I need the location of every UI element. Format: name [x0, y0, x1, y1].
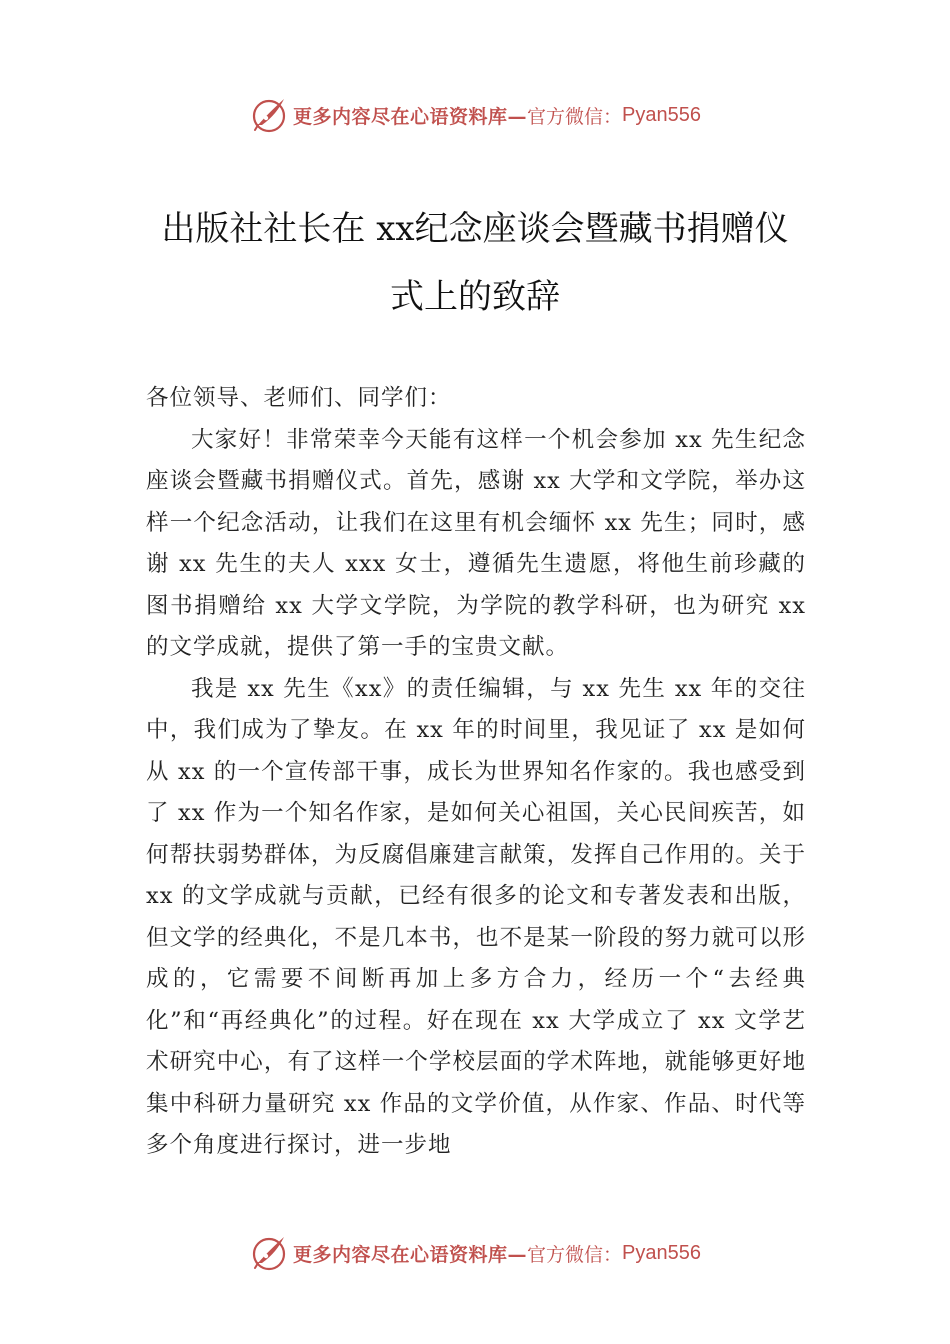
banner-main-text: 更多内容尽在心语资料库—	[293, 105, 528, 128]
footer-watermark-banner	[0, 1231, 950, 1275]
salutation: 各位领导、老师们、同学们：	[146, 385, 452, 411]
banner-wechat-id: Pyan556	[622, 103, 701, 126]
banner-wechat-label: 官方微信：	[527, 1243, 623, 1266]
body-paragraph: 我是 xx 先生《xx》的责任编辑，与 xx 先生 xx 年的交往中，我们成为了挚友。在 xx 年的时间里，我见证了 xx 是如何从 xx 的一个宣传部干事，成长为世界知名作家的。我也感受到了 xx 作为一个知名作家，是如何关心祖国，关心民间疾苦，如何帮扶弱势群体，为反腐倡廉建言献策，发挥自己作用的。关于 xx 的文学成就与贡献，已经有很多的论文和专著发表和出版，但文学的经典化，不是几本书，也不是某一阶段的努力就可以形成的，它需要不间断再加上多方合力，经历一个“去经典化”和“再经典化”的过程。好在现在 xx 大学成立了 xx 文学艺术研究中心，有了这样一个学校层面的学术阵地，就能够更好地集中科研力量研究 xx 作品的文学价值，从作家、作品、时代等多个角度进行探讨，进一步地	[146, 675, 806, 1158]
banner-wechat-id: Pyan556	[622, 1241, 701, 1264]
document-body	[146, 378, 806, 1167]
quill-pen-logo-icon	[249, 1233, 289, 1273]
banner-wechat-label: 官方微信：	[527, 105, 623, 128]
quill-pen-logo-icon	[249, 95, 289, 135]
document-title: 出版社社长在 xx纪念座谈会暨藏书捐赠仪式上的致辞	[161, 209, 789, 317]
banner-main-text: 更多内容尽在心语资料库—	[293, 1243, 528, 1266]
body-paragraph: 大家好！非常荣幸今天能有这样一个机会参加 xx 先生纪念座谈会暨藏书捐赠仪式。首先，感谢 xx 大学和文学院，举办这样一个纪念活动，让我们在这里有机会缅怀 xx 先生；同时，感谢 xx 先生的夫人 xxx 女士，遵循先生遗愿，将他生前珍藏的图书捐赠给 xx 大学文学院，为学院的教学科研，也为研究 xx 的文学成就，提供了第一手的宝贵文献。	[146, 426, 806, 660]
header-watermark-banner	[0, 93, 950, 137]
